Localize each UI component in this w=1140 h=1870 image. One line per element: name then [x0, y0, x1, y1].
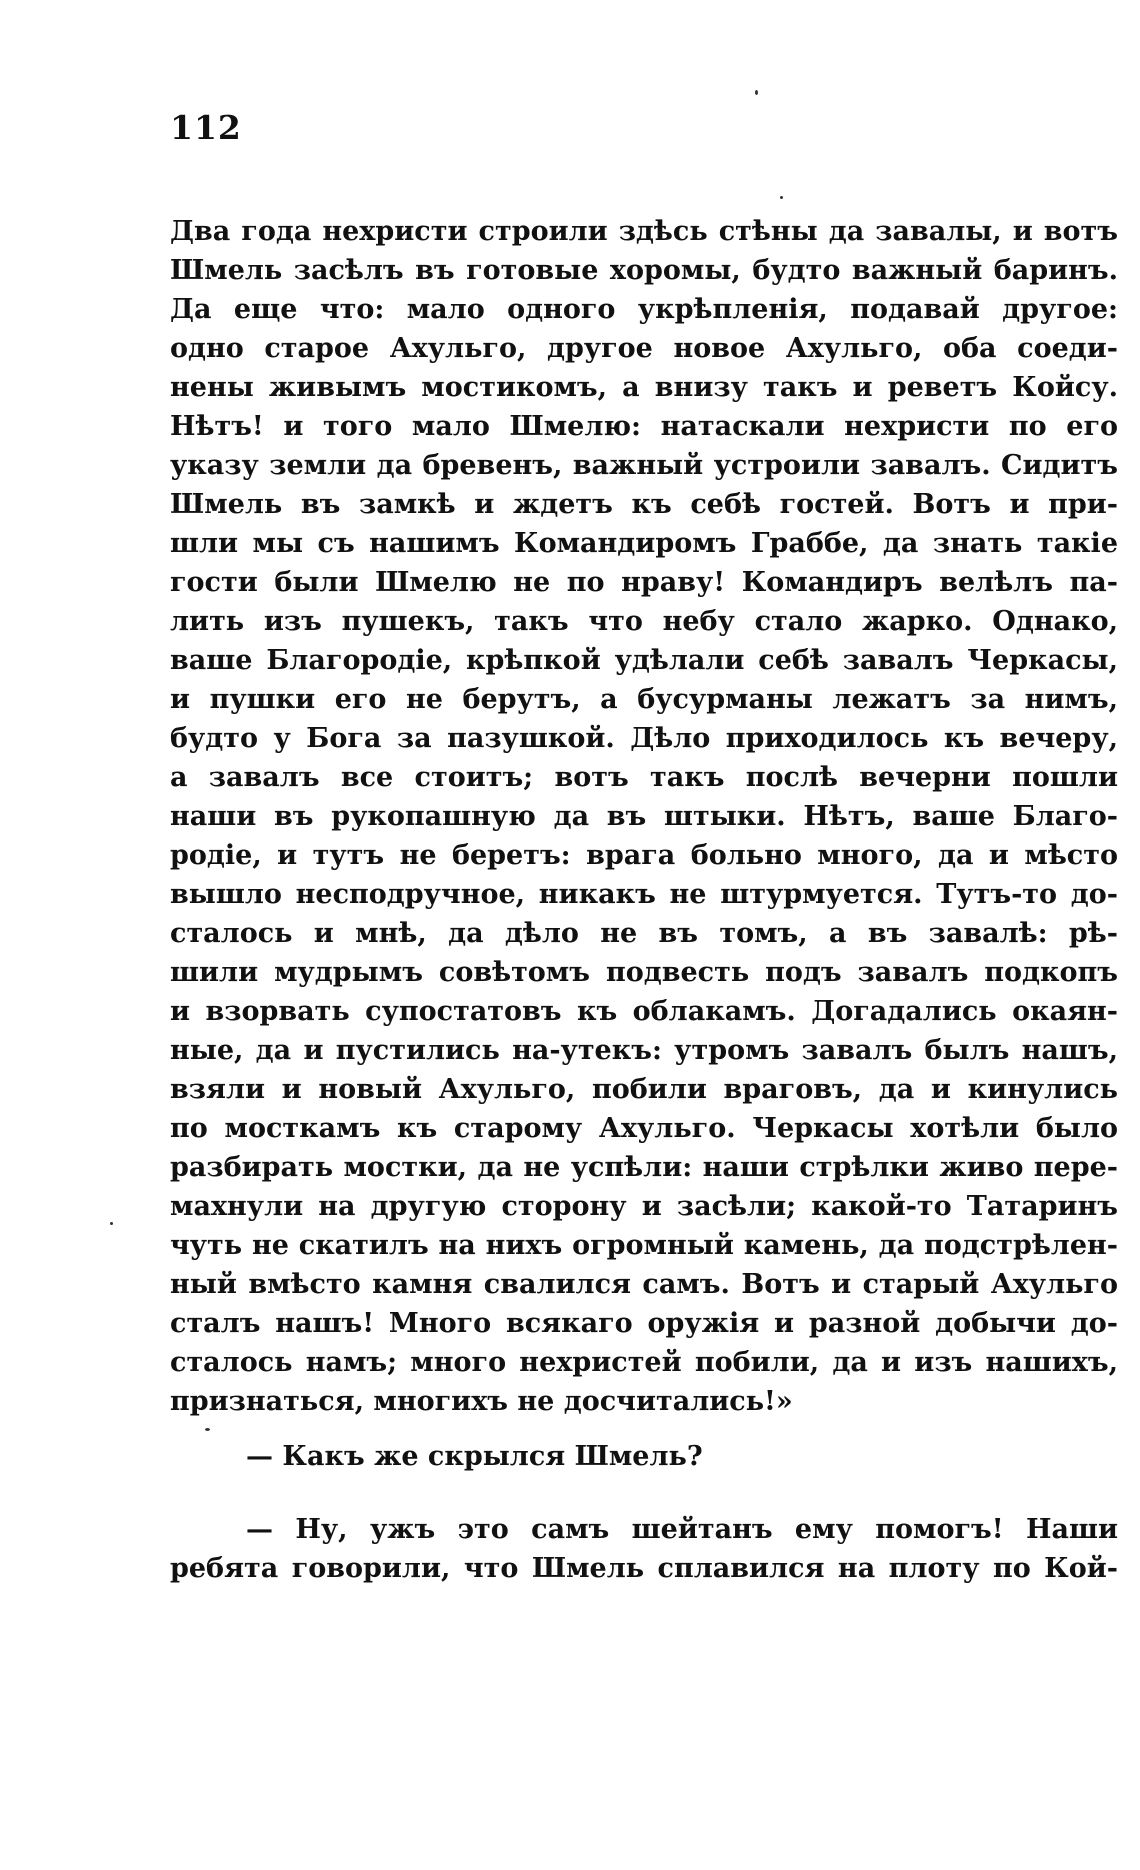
text-line: гости были Шмелю не по нраву! Командиръ велѣлъ па- — [170, 567, 1118, 598]
text-line: указу земли да бревенъ, важный устроили завалъ. Сидитъ — [170, 450, 1118, 481]
page-number: 112 — [170, 108, 242, 147]
text-line: взяли и новый Ахульго, побили враговъ, да и кинулись — [170, 1074, 1118, 1105]
main-paragraph — [170, 212, 1118, 1421]
scan-speck — [110, 1222, 113, 1225]
text-line: и взорвать супостатовъ къ облакамъ. Догадались окаян- — [170, 996, 1118, 1027]
text-line: ные, да и пустились на-утекъ: утромъ завалъ былъ нашъ, — [170, 1035, 1118, 1066]
scan-speck — [755, 90, 758, 95]
dialogue-question: — Какъ же скрылся Шмель? — [246, 1441, 703, 1472]
text-line: родіе, и тутъ не беретъ: врага больно много, да и мѣсто — [170, 840, 1118, 871]
text-line: признаться, многихъ не досчитались!» — [170, 1386, 793, 1417]
text-line: ный вмѣсто камня свалился самъ. Вотъ и старый Ахульго — [170, 1269, 1118, 1300]
text-line: чуть не скатилъ на нихъ огромный камень, да подстрѣлен- — [170, 1230, 1118, 1261]
text-line: Да еще что: мало одного укрѣпленія, подавай другое: — [170, 294, 1118, 325]
text-line: и пушки его не берутъ, а бусурманы лежатъ за нимъ, — [170, 684, 1118, 715]
dialogue-answer — [170, 1510, 1118, 1588]
text-line: одно старое Ахульго, другое новое Ахульго, оба соеди- — [170, 333, 1118, 364]
text-line: будто у Бога за пазушкой. Дѣло приходилось къ вечеру, — [170, 723, 1118, 754]
text-line: Шмель засѣлъ въ готовые хоромы, будто важный баринъ. — [170, 255, 1118, 286]
text-line: ребята говорили, что Шмель сплавился на плоту по Кой- — [170, 1553, 1118, 1584]
text-line: махнули на другую сторону и засѣли; какой-то Татаринъ — [170, 1191, 1118, 1222]
scan-speck — [780, 196, 783, 199]
text-line: Два года нехристи строили здѣсь стѣны да завалы, и вотъ — [170, 216, 1118, 247]
text-line: сталось и мнѣ, да дѣло не въ томъ, а въ завалѣ: рѣ- — [170, 918, 1118, 949]
text-line: ваше Благородіе, крѣпкой удѣлали себѣ завалъ Черкасы, — [170, 645, 1118, 676]
text-line: сталось намъ; много нехристей побили, да и изъ нашихъ, — [170, 1347, 1118, 1378]
text-line: лить изъ пушекъ, такъ что небу стало жарко. Однако, — [170, 606, 1118, 637]
text-line: наши въ рукопашную да въ штыки. Нѣтъ, ваше Благо- — [170, 801, 1118, 832]
text-line: нены живымъ мостикомъ, а внизу такъ и реветъ Койсу. — [170, 372, 1118, 403]
text-line: — Ну, ужъ это самъ шейтанъ ему помогъ! Наши — [246, 1514, 1118, 1545]
text-line: вышло несподручное, никакъ не штурмуется. Тутъ-то до- — [170, 879, 1118, 910]
text-line: по мосткамъ къ старому Ахульго. Черкасы хотѣли было — [170, 1113, 1118, 1144]
text-line: а завалъ все стоитъ; вотъ такъ послѣ вечерни пошли — [170, 762, 1118, 793]
text-line: Шмель въ замкѣ и ждетъ къ себѣ гостей. Вотъ и при- — [170, 489, 1118, 520]
text-line: шили мудрымъ совѣтомъ подвесть подъ завалъ подкопъ — [170, 957, 1118, 988]
text-line: разбирать мостки, да не успѣли: наши стрѣлки живо пере- — [170, 1152, 1118, 1183]
scan-speck — [205, 1428, 210, 1431]
text-line: Нѣтъ! и того мало Шмелю: натаскали нехристи по его — [170, 411, 1118, 442]
text-line: сталъ нашъ! Много всякаго оружія и разной добычи до- — [170, 1308, 1118, 1339]
text-line: шли мы съ нашимъ Командиромъ Граббе, да знать такіе — [170, 528, 1118, 559]
